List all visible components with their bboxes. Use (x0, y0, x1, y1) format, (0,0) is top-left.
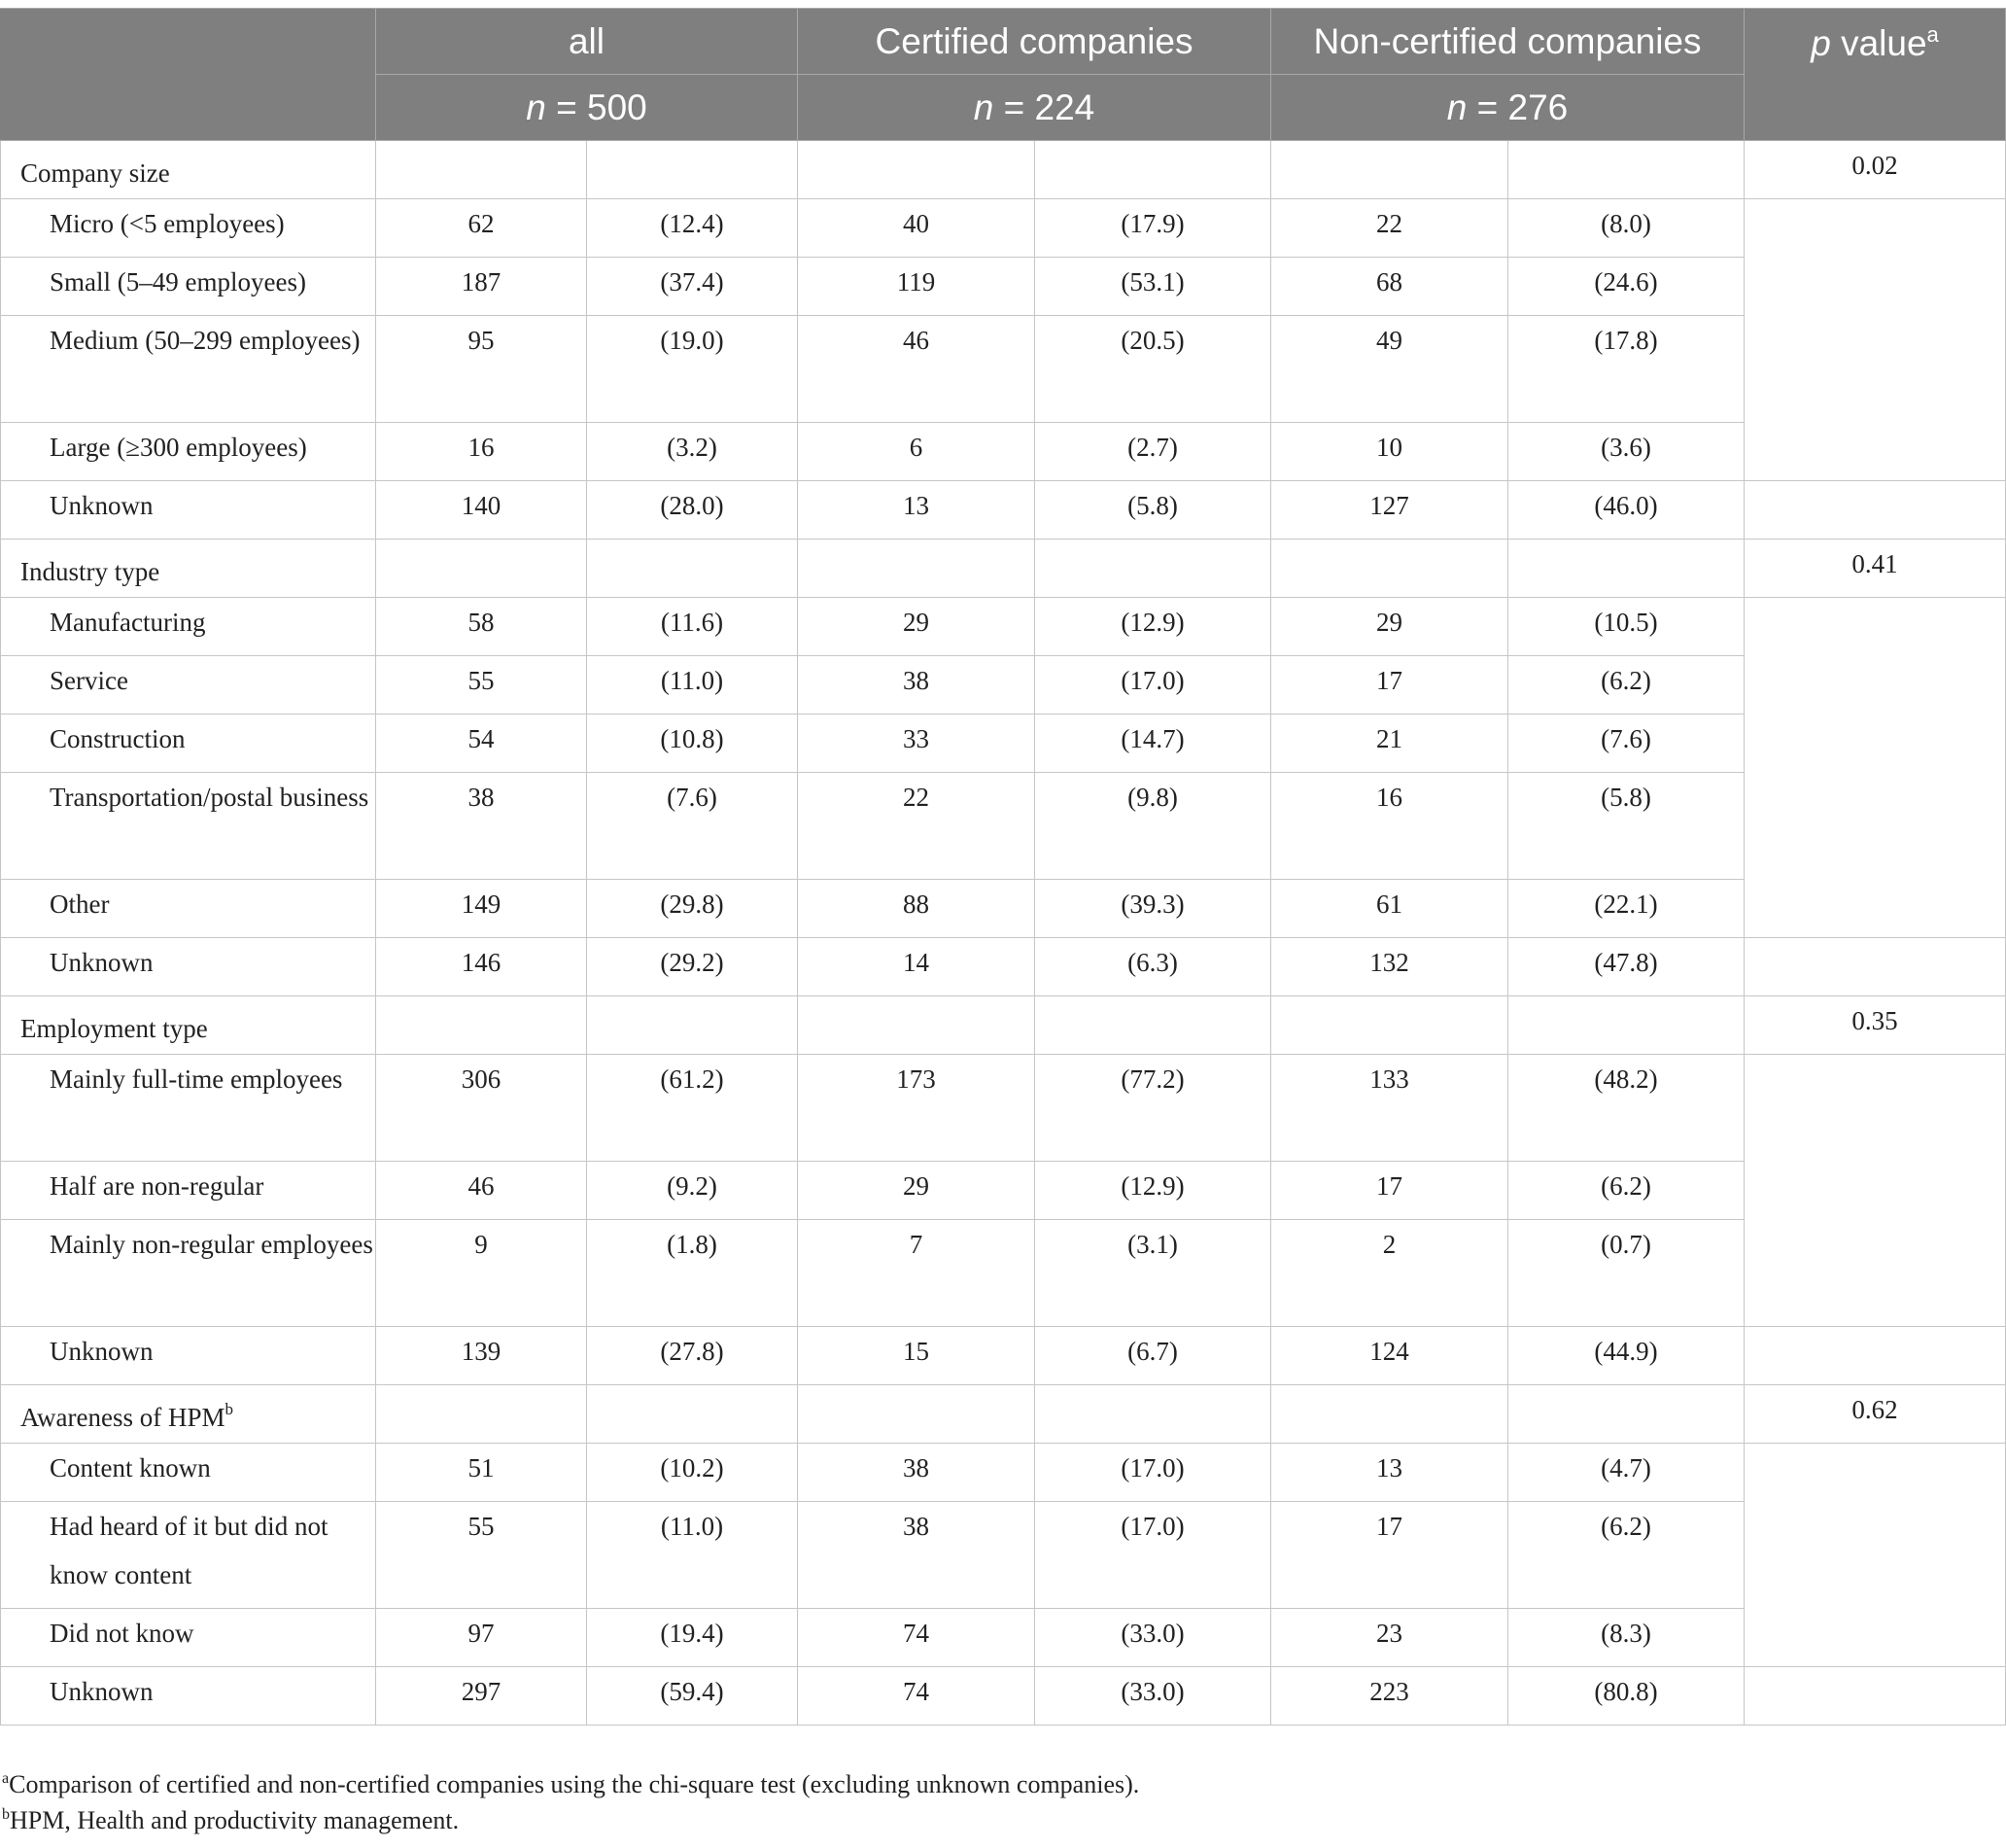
cell-all-pct: (9.2) (587, 1162, 798, 1220)
section-title: Employment type (1, 996, 376, 1055)
p-value-blank (1745, 715, 2006, 773)
table-row (1, 1220, 2006, 1327)
empty-cell (1508, 1385, 1745, 1444)
empty-cell (1035, 141, 1271, 199)
cell-non-pct: (46.0) (1508, 481, 1745, 540)
p-value-blank (1745, 423, 2006, 481)
cell-all-pct: (10.8) (587, 715, 798, 773)
cell-cert-n: 38 (798, 1444, 1035, 1502)
p-value: 0.02 (1745, 141, 2006, 199)
cell-all-n: 38 (376, 773, 587, 880)
p-value-blank (1745, 199, 2006, 258)
p-value-blank (1745, 773, 2006, 880)
empty-cell (798, 540, 1035, 598)
cell-cert-n: 29 (798, 1162, 1035, 1220)
empty-cell (1508, 141, 1745, 199)
cell-non-n: 22 (1271, 199, 1508, 258)
header-blank-cell (1, 9, 376, 141)
section-title: Awareness of HPM$^b$ (1, 1385, 376, 1444)
table-row (1, 1609, 2006, 1667)
p-value-blank (1745, 1055, 2006, 1162)
empty-cell (1508, 540, 1745, 598)
cell-all-n: 55 (376, 1502, 587, 1609)
section-title: Industry type (1, 540, 376, 598)
cell-non-n: 29 (1271, 598, 1508, 656)
cell-all-n: 97 (376, 1609, 587, 1667)
p-value-blank (1745, 1162, 2006, 1220)
p-value: 0.41 (1745, 540, 2006, 598)
cell-cert-n: 46 (798, 316, 1035, 423)
cell-non-pct: (6.2) (1508, 1162, 1745, 1220)
empty-cell (798, 996, 1035, 1055)
cell-cert-pct: (77.2) (1035, 1055, 1271, 1162)
cell-all-pct: (11.0) (587, 1502, 798, 1609)
table-row (1, 316, 2006, 423)
cell-cert-n: 74 (798, 1609, 1035, 1667)
empty-cell (587, 141, 798, 199)
table-row (1, 423, 2006, 481)
cell-cert-n: 13 (798, 481, 1035, 540)
p-value-blank (1745, 1444, 2006, 1502)
row-label: Construction (1, 715, 376, 773)
empty-cell (1271, 540, 1508, 598)
p-value-blank (1745, 316, 2006, 423)
cell-all-pct: (1.8) (587, 1220, 798, 1327)
cell-non-n: 16 (1271, 773, 1508, 880)
cell-non-pct: (6.2) (1508, 656, 1745, 715)
table-row (1, 773, 2006, 880)
cell-cert-n: 119 (798, 258, 1035, 316)
footnote-b: $^b$HPM, Health and productivity management. (2, 1806, 460, 1834)
cell-cert-pct: (33.0) (1035, 1667, 1271, 1726)
empty-cell (1271, 1385, 1508, 1444)
cell-all-n: 51 (376, 1444, 587, 1502)
cell-cert-n: 88 (798, 880, 1035, 938)
cell-cert-pct: (12.9) (1035, 598, 1271, 656)
cell-all-pct: (29.2) (587, 938, 798, 996)
cell-all-pct: (28.0) (587, 481, 798, 540)
cell-non-pct: (24.6) (1508, 258, 1745, 316)
p-value-blank (1745, 598, 2006, 656)
table-row (1, 1327, 2006, 1385)
cell-all-pct: (37.4) (587, 258, 798, 316)
cell-non-n: 17 (1271, 656, 1508, 715)
table-row (1, 199, 2006, 258)
cell-non-pct: (17.8) (1508, 316, 1745, 423)
cell-cert-n: 29 (798, 598, 1035, 656)
p-value: 0.35 (1745, 996, 2006, 1055)
cell-all-pct: (27.8) (587, 1327, 798, 1385)
cell-all-pct: (29.8) (587, 880, 798, 938)
cell-non-n: 17 (1271, 1502, 1508, 1609)
cell-non-n: 17 (1271, 1162, 1508, 1220)
cell-non-n: 10 (1271, 423, 1508, 481)
cell-non-pct: (47.8) (1508, 938, 1745, 996)
cell-non-pct: (6.2) (1508, 1502, 1745, 1609)
cell-cert-pct: (6.3) (1035, 938, 1271, 996)
row-label: Had heard of it but did not know content (1, 1502, 376, 1609)
cell-cert-pct: (3.1) (1035, 1220, 1271, 1327)
cell-all-pct: (12.4) (587, 199, 798, 258)
cell-non-pct: (7.6) (1508, 715, 1745, 773)
cell-all-n: 62 (376, 199, 587, 258)
table-row (1, 1162, 2006, 1220)
row-label: Unknown (1, 938, 376, 996)
row-label: Mainly full-time employees (1, 1055, 376, 1162)
cell-all-pct: (61.2) (587, 1055, 798, 1162)
table-row (1, 481, 2006, 540)
cell-non-pct: (3.6) (1508, 423, 1745, 481)
row-label: Transportation/postal business (1, 773, 376, 880)
demographics-table (0, 8, 2006, 1726)
cell-non-pct: (0.7) (1508, 1220, 1745, 1327)
header-n-certified: n = 224 (798, 75, 1271, 141)
row-label: Small (5–49 employees) (1, 258, 376, 316)
empty-cell (1035, 540, 1271, 598)
cell-cert-pct: (5.8) (1035, 481, 1271, 540)
cell-non-n: 2 (1271, 1220, 1508, 1327)
cell-non-pct: (10.5) (1508, 598, 1745, 656)
cell-non-n: 23 (1271, 1609, 1508, 1667)
cell-cert-pct: (2.7) (1035, 423, 1271, 481)
p-value-blank (1745, 1327, 2006, 1385)
table-row (1, 1667, 2006, 1726)
p-value-blank (1745, 938, 2006, 996)
cell-cert-pct: (17.0) (1035, 1502, 1271, 1609)
cell-cert-n: 33 (798, 715, 1035, 773)
cell-all-n: 95 (376, 316, 587, 423)
table-row (1, 1444, 2006, 1502)
cell-cert-pct: (12.9) (1035, 1162, 1271, 1220)
row-label: Did not know (1, 1609, 376, 1667)
table-row (1, 880, 2006, 938)
cell-all-n: 297 (376, 1667, 587, 1726)
cell-cert-n: 22 (798, 773, 1035, 880)
empty-cell (587, 1385, 798, 1444)
cell-all-n: 146 (376, 938, 587, 996)
cell-cert-pct: (9.8) (1035, 773, 1271, 880)
table-row (1, 656, 2006, 715)
row-label: Micro (<5 employees) (1, 199, 376, 258)
empty-cell (798, 141, 1035, 199)
header-p-value: p value$^a$ (1745, 9, 2006, 141)
cell-non-pct: (8.0) (1508, 199, 1745, 258)
cell-non-n: 127 (1271, 481, 1508, 540)
cell-all-pct: (11.6) (587, 598, 798, 656)
cell-cert-pct: (17.0) (1035, 656, 1271, 715)
cell-cert-n: 74 (798, 1667, 1035, 1726)
empty-cell (1035, 1385, 1271, 1444)
empty-cell (1508, 996, 1745, 1055)
cell-all-pct: (10.2) (587, 1444, 798, 1502)
cell-cert-pct: (53.1) (1035, 258, 1271, 316)
table-row (1, 598, 2006, 656)
cell-all-pct: (19.4) (587, 1609, 798, 1667)
p-value-blank (1745, 258, 2006, 316)
row-label: Large (≥300 employees) (1, 423, 376, 481)
cell-all-pct: (19.0) (587, 316, 798, 423)
cell-cert-pct: (14.7) (1035, 715, 1271, 773)
cell-all-pct: (11.0) (587, 656, 798, 715)
header-group-all: all (376, 9, 798, 75)
cell-all-n: 187 (376, 258, 587, 316)
cell-non-n: 13 (1271, 1444, 1508, 1502)
cell-all-n: 46 (376, 1162, 587, 1220)
cell-cert-pct: (33.0) (1035, 1609, 1271, 1667)
cell-all-pct: (59.4) (587, 1667, 798, 1726)
empty-cell (798, 1385, 1035, 1444)
header-group-certified: Certified companies (798, 9, 1271, 75)
section-row (1, 141, 2006, 199)
cell-non-n: 68 (1271, 258, 1508, 316)
row-label: Manufacturing (1, 598, 376, 656)
section-title: Company size (1, 141, 376, 199)
cell-cert-n: 7 (798, 1220, 1035, 1327)
cell-cert-n: 38 (798, 656, 1035, 715)
row-label: Half are non-regular (1, 1162, 376, 1220)
empty-cell (376, 141, 587, 199)
header-n-non-certified: n = 276 (1271, 75, 1745, 141)
p-value-blank (1745, 656, 2006, 715)
cell-all-pct: (3.2) (587, 423, 798, 481)
table-row (1, 1502, 2006, 1609)
cell-cert-n: 40 (798, 199, 1035, 258)
cell-non-n: 49 (1271, 316, 1508, 423)
p-value-blank (1745, 1502, 2006, 1609)
cell-all-n: 54 (376, 715, 587, 773)
cell-all-n: 9 (376, 1220, 587, 1327)
cell-cert-n: 38 (798, 1502, 1035, 1609)
cell-non-pct: (5.8) (1508, 773, 1745, 880)
row-label: Mainly non-regular employees (1, 1220, 376, 1327)
row-label: Unknown (1, 481, 376, 540)
cell-non-n: 21 (1271, 715, 1508, 773)
empty-cell (376, 996, 587, 1055)
cell-all-n: 139 (376, 1327, 587, 1385)
p-value: 0.62 (1745, 1385, 2006, 1444)
row-label: Other (1, 880, 376, 938)
cell-all-n: 16 (376, 423, 587, 481)
p-value-blank (1745, 481, 2006, 540)
cell-cert-n: 14 (798, 938, 1035, 996)
cell-all-n: 149 (376, 880, 587, 938)
empty-cell (1035, 996, 1271, 1055)
footnote-a: $^a$Comparison of certified and non-certified companies using the chi-square test (excluding unknown companies). (2, 1770, 1140, 1798)
cell-cert-pct: (17.0) (1035, 1444, 1271, 1502)
p-value-blank (1745, 1667, 2006, 1726)
table-header (1, 9, 2006, 141)
table-row (1, 258, 2006, 316)
section-row (1, 1385, 2006, 1444)
cell-non-n: 223 (1271, 1667, 1508, 1726)
empty-cell (1271, 141, 1508, 199)
cell-non-pct: (80.8) (1508, 1667, 1745, 1726)
section-row (1, 540, 2006, 598)
row-label: Medium (50–299 employees) (1, 316, 376, 423)
cell-cert-n: 6 (798, 423, 1035, 481)
row-label: Service (1, 656, 376, 715)
cell-non-pct: (44.9) (1508, 1327, 1745, 1385)
table-row (1, 1055, 2006, 1162)
empty-cell (587, 540, 798, 598)
table-row (1, 715, 2006, 773)
cell-all-pct: (7.6) (587, 773, 798, 880)
p-value-blank (1745, 1609, 2006, 1667)
empty-cell (376, 540, 587, 598)
table-row (1, 938, 2006, 996)
row-label: Content known (1, 1444, 376, 1502)
cell-cert-pct: (6.7) (1035, 1327, 1271, 1385)
header-n-all: n = 500 (376, 75, 798, 141)
cell-non-n: 124 (1271, 1327, 1508, 1385)
cell-non-pct: (22.1) (1508, 880, 1745, 938)
empty-cell (376, 1385, 587, 1444)
cell-non-pct: (8.3) (1508, 1609, 1745, 1667)
cell-all-n: 306 (376, 1055, 587, 1162)
cell-cert-pct: (20.5) (1035, 316, 1271, 423)
cell-non-n: 132 (1271, 938, 1508, 996)
cell-all-n: 55 (376, 656, 587, 715)
p-value-blank (1745, 880, 2006, 938)
cell-cert-pct: (17.9) (1035, 199, 1271, 258)
cell-all-n: 140 (376, 481, 587, 540)
cell-non-n: 133 (1271, 1055, 1508, 1162)
cell-cert-pct: (39.3) (1035, 880, 1271, 938)
p-value-blank (1745, 1220, 2006, 1327)
empty-cell (587, 996, 798, 1055)
section-row (1, 996, 2006, 1055)
cell-cert-n: 15 (798, 1327, 1035, 1385)
cell-non-n: 61 (1271, 880, 1508, 938)
empty-cell (1271, 996, 1508, 1055)
row-label: Unknown (1, 1327, 376, 1385)
cell-cert-n: 173 (798, 1055, 1035, 1162)
row-label: Unknown (1, 1667, 376, 1726)
cell-non-pct: (48.2) (1508, 1055, 1745, 1162)
header-group-non-certified: Non-certified companies (1271, 9, 1745, 75)
cell-all-n: 58 (376, 598, 587, 656)
table-body (1, 141, 2006, 1726)
cell-non-pct: (4.7) (1508, 1444, 1745, 1502)
